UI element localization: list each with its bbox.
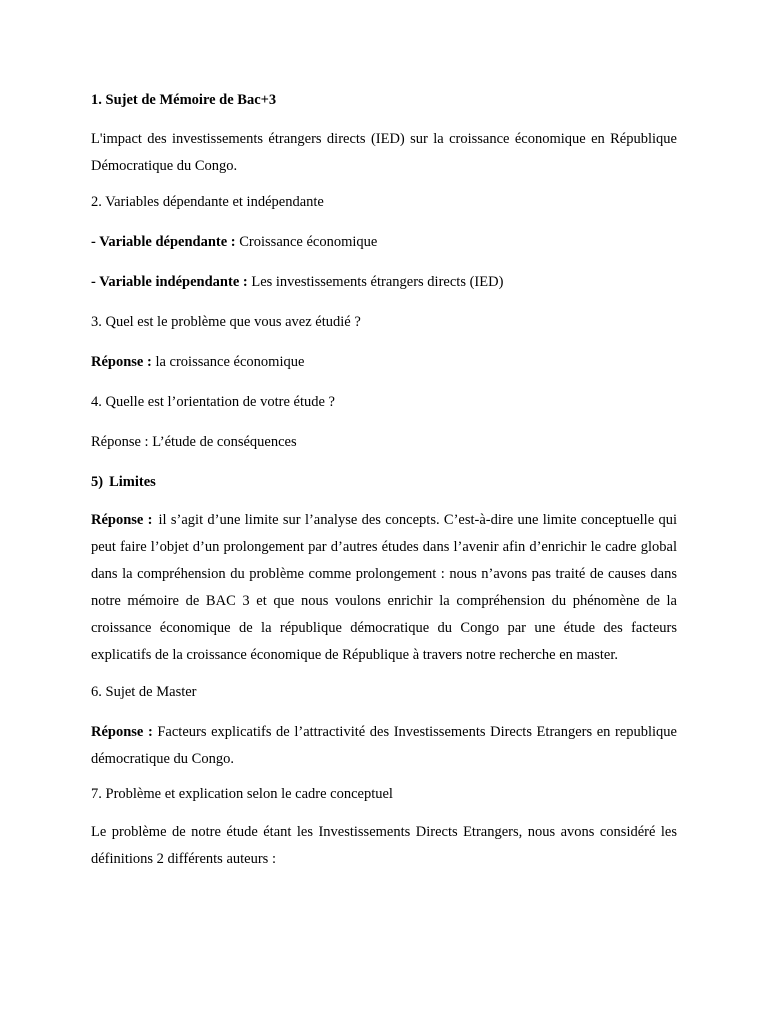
independent-variable-line (91, 269, 677, 296)
section-5-title: Limites (109, 474, 156, 490)
answer-6-text: Facteurs explicatifs de l’attractivité des Investissements Directs Etrangers en republique démocratique du Congo. (91, 724, 677, 767)
section-5-heading (91, 469, 677, 496)
section-5-number: 5) (91, 474, 104, 490)
independent-variable-label: - Variable indépendante : (91, 274, 248, 290)
section-1-heading (91, 87, 677, 114)
answer-5-label: Réponse : (91, 512, 153, 528)
dependent-variable-value: Croissance économique (235, 234, 378, 250)
section-7-heading: 7. Problème et explication selon le cadre conceptuel (91, 786, 393, 802)
final-paragraph: Le problème de notre étude étant les Investissements Directs Etrangers, nous avons considéré les définitions 2 différents auteurs : (91, 824, 677, 867)
answer-5-paragraph (91, 507, 677, 669)
subject-paragraph: L'impact des investissements étrangers directs (IED) sur la croissance économique en République Démocratique du Congo. (91, 131, 677, 174)
dependent-variable-label: - Variable dépendante : (91, 234, 236, 250)
answer-4: Réponse : L’étude de conséquences (91, 434, 297, 450)
answer-5-text: il s’agit d’une limite sur l’analyse des concepts. C’est-à-dire une limite conceptuelle qui peut faire l’objet d’un prolongement par d’autres études dans l’avenir afin d’enrichir le cadre global dans la compréhension du problème comme prolongement : nous n’avons pas traité de causes dans notre mémoire de BAC 3 et que nous voulons enrichir la compréhension du phénomène de la croissance économique de la république démocratique du Congo par une étude des facteurs explicatifs de la croissance économique de République à travers notre recherche en master. (91, 512, 677, 663)
independent-variable-value: Les investissements étrangers directs (IED) (247, 274, 504, 290)
answer-3-label: Réponse : (91, 354, 152, 370)
answer-6-paragraph (91, 719, 677, 773)
answer-6-label: Réponse : (91, 724, 153, 740)
dependent-variable-line (91, 229, 677, 256)
section-6-heading: 6. Sujet de Master (91, 684, 197, 700)
question-3: 3. Quel est le problème que vous avez étudié ? (91, 314, 361, 330)
answer-3-line (91, 349, 677, 376)
section-1-heading-text: 1. Sujet de Mémoire de Bac+3 (91, 92, 277, 108)
answer-3-value: la croissance économique (151, 354, 305, 370)
section-2-heading: 2. Variables dépendante et indépendante (91, 194, 324, 210)
document-body (91, 87, 677, 873)
question-4: 4. Quelle est l’orientation de votre étude ? (91, 394, 335, 410)
